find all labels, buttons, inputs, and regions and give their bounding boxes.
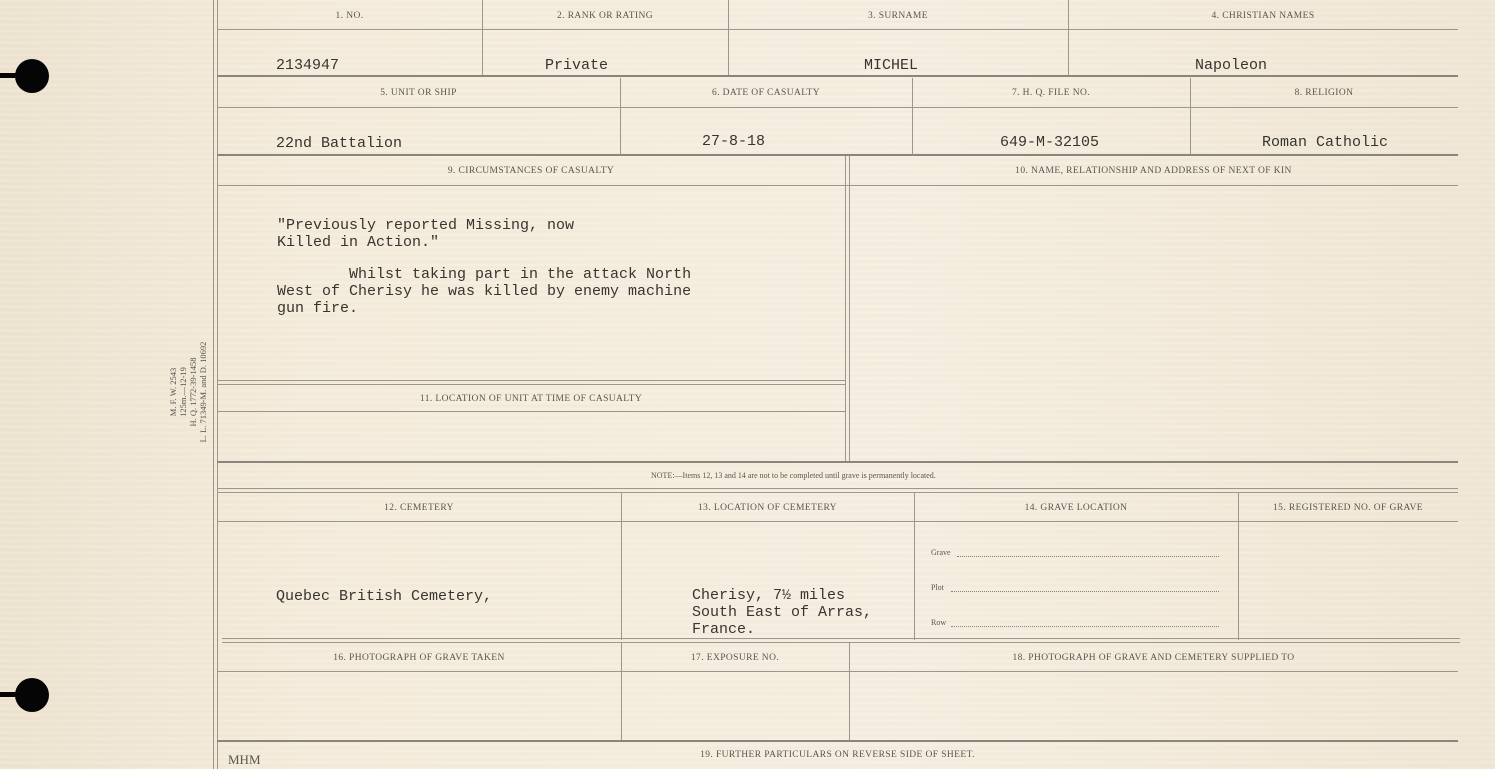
circumstances-line: West of Cherisy he was killed by enemy machine [277,283,692,300]
rule [217,492,1458,493]
plot-field-label: Plot [931,583,944,592]
grave-field-line [957,556,1219,557]
binder-hole-bottom [15,678,49,712]
header-cemetery: 12. CEMETERY [384,503,454,513]
rule [217,29,1458,30]
rule [849,156,850,462]
circumstances-line: "Previously reported Missing, now [277,217,575,234]
header-christian-names: 4. CHRISTIAN NAMES [1211,11,1315,21]
header-unit: 5. UNIT OR SHIP [380,88,457,98]
rule [217,384,845,385]
cemetery-location-line: France. [692,621,756,638]
header-circumstances: 9. CIRCUMSTANCES OF CASUALTY [447,166,615,176]
printer-line-2: 125m.—12-19 [178,367,188,417]
rule [845,156,846,462]
note-text: NOTE:—Items 12, 13 and 14 are not to be completed until grave is permanently located. [651,471,936,480]
rule [217,75,1458,77]
religion-value: Roman Catholic [1262,134,1389,151]
rule [217,521,1458,522]
surname-value: MICHEL [864,57,919,74]
left-border-outer [213,0,214,769]
header-grave-location: 14. GRAVE LOCATION [1024,503,1128,513]
clerk-initials: MHM [228,752,261,767]
rule [217,107,1458,108]
header-further-particulars: 19. FURTHER PARTICULARS ON REVERSE SIDE OF SHEET. [700,750,975,760]
rule [222,642,1460,643]
binder-hole-top [15,59,49,93]
rule [222,638,1460,639]
header-no: 1. NO. [335,11,364,21]
circumstances-line: Killed in Action." [277,234,440,251]
header-surname: 3. SURNAME [868,11,928,21]
christian-names-value: Napoleon [1195,57,1268,74]
header-rank: 2. RANK OR RATING [557,11,653,21]
rank-value: Private [545,57,609,74]
header-registered-no: 15. REGISTERED NO. OF GRAVE [1273,503,1423,513]
row-field-label: Row [931,618,947,627]
rule [914,493,915,640]
printer-line-3: H. Q. 1772-39-1458 [188,357,198,427]
rule [217,380,845,381]
cemetery-location-line: Cherisy, 7½ miles [692,587,846,604]
header-photo-taken: 16. PHOTOGRAPH OF GRAVE TAKEN [333,653,505,663]
form-printer-info [168,342,208,443]
file-no-value: 649-M-32105 [1000,134,1100,151]
header-file-no: 7. H. Q. FILE NO. [1011,88,1091,98]
rule [217,488,1458,489]
rule [217,671,1458,672]
header-religion: 8. RELIGION [1294,88,1354,98]
row-field-line [951,626,1219,627]
cemetery-location-line: South East of Arras, [692,604,873,621]
printer-line-4: L. L. 71349-M. and D. 10692 [198,341,208,443]
header-cemetery-location: 13. LOCATION OF CEMETERY [698,503,837,513]
header-date: 6. DATE OF CASUALTY [711,88,821,98]
rule [217,411,845,412]
header-photo-supplied: 18. PHOTOGRAPH OF GRAVE AND CEMETERY SUPPLIED TO [1012,653,1295,663]
printer-line-1: M. F. W. 2543 [168,367,178,417]
circumstances-line: Whilst taking part in the attack North [277,266,692,283]
header-location-unit: 11. LOCATION OF UNIT AT TIME OF CASUALTY [419,394,643,404]
unit-value: 22nd Battalion [276,135,403,152]
cemetery-value: Quebec British Cemetery, [276,588,493,605]
binder-hole-bottom-tail [0,692,20,697]
header-exposure: 17. EXPOSURE NO. [690,653,780,663]
grave-field-label: Grave [931,548,951,557]
header-next-of-kin: 10. NAME, RELATIONSHIP AND ADDRESS OF NEXT OF KIN [1015,166,1292,176]
rule [621,493,622,640]
binder-hole-top-tail [0,73,20,78]
regimental-number: 2134947 [276,57,340,74]
rule [1238,493,1239,640]
date-value: 27-8-18 [702,133,766,150]
circumstances-line: gun fire. [277,300,359,317]
rule [217,461,1458,463]
rule [217,740,1458,742]
rule [217,185,1458,186]
plot-field-line [951,591,1219,592]
rule [217,154,1458,156]
